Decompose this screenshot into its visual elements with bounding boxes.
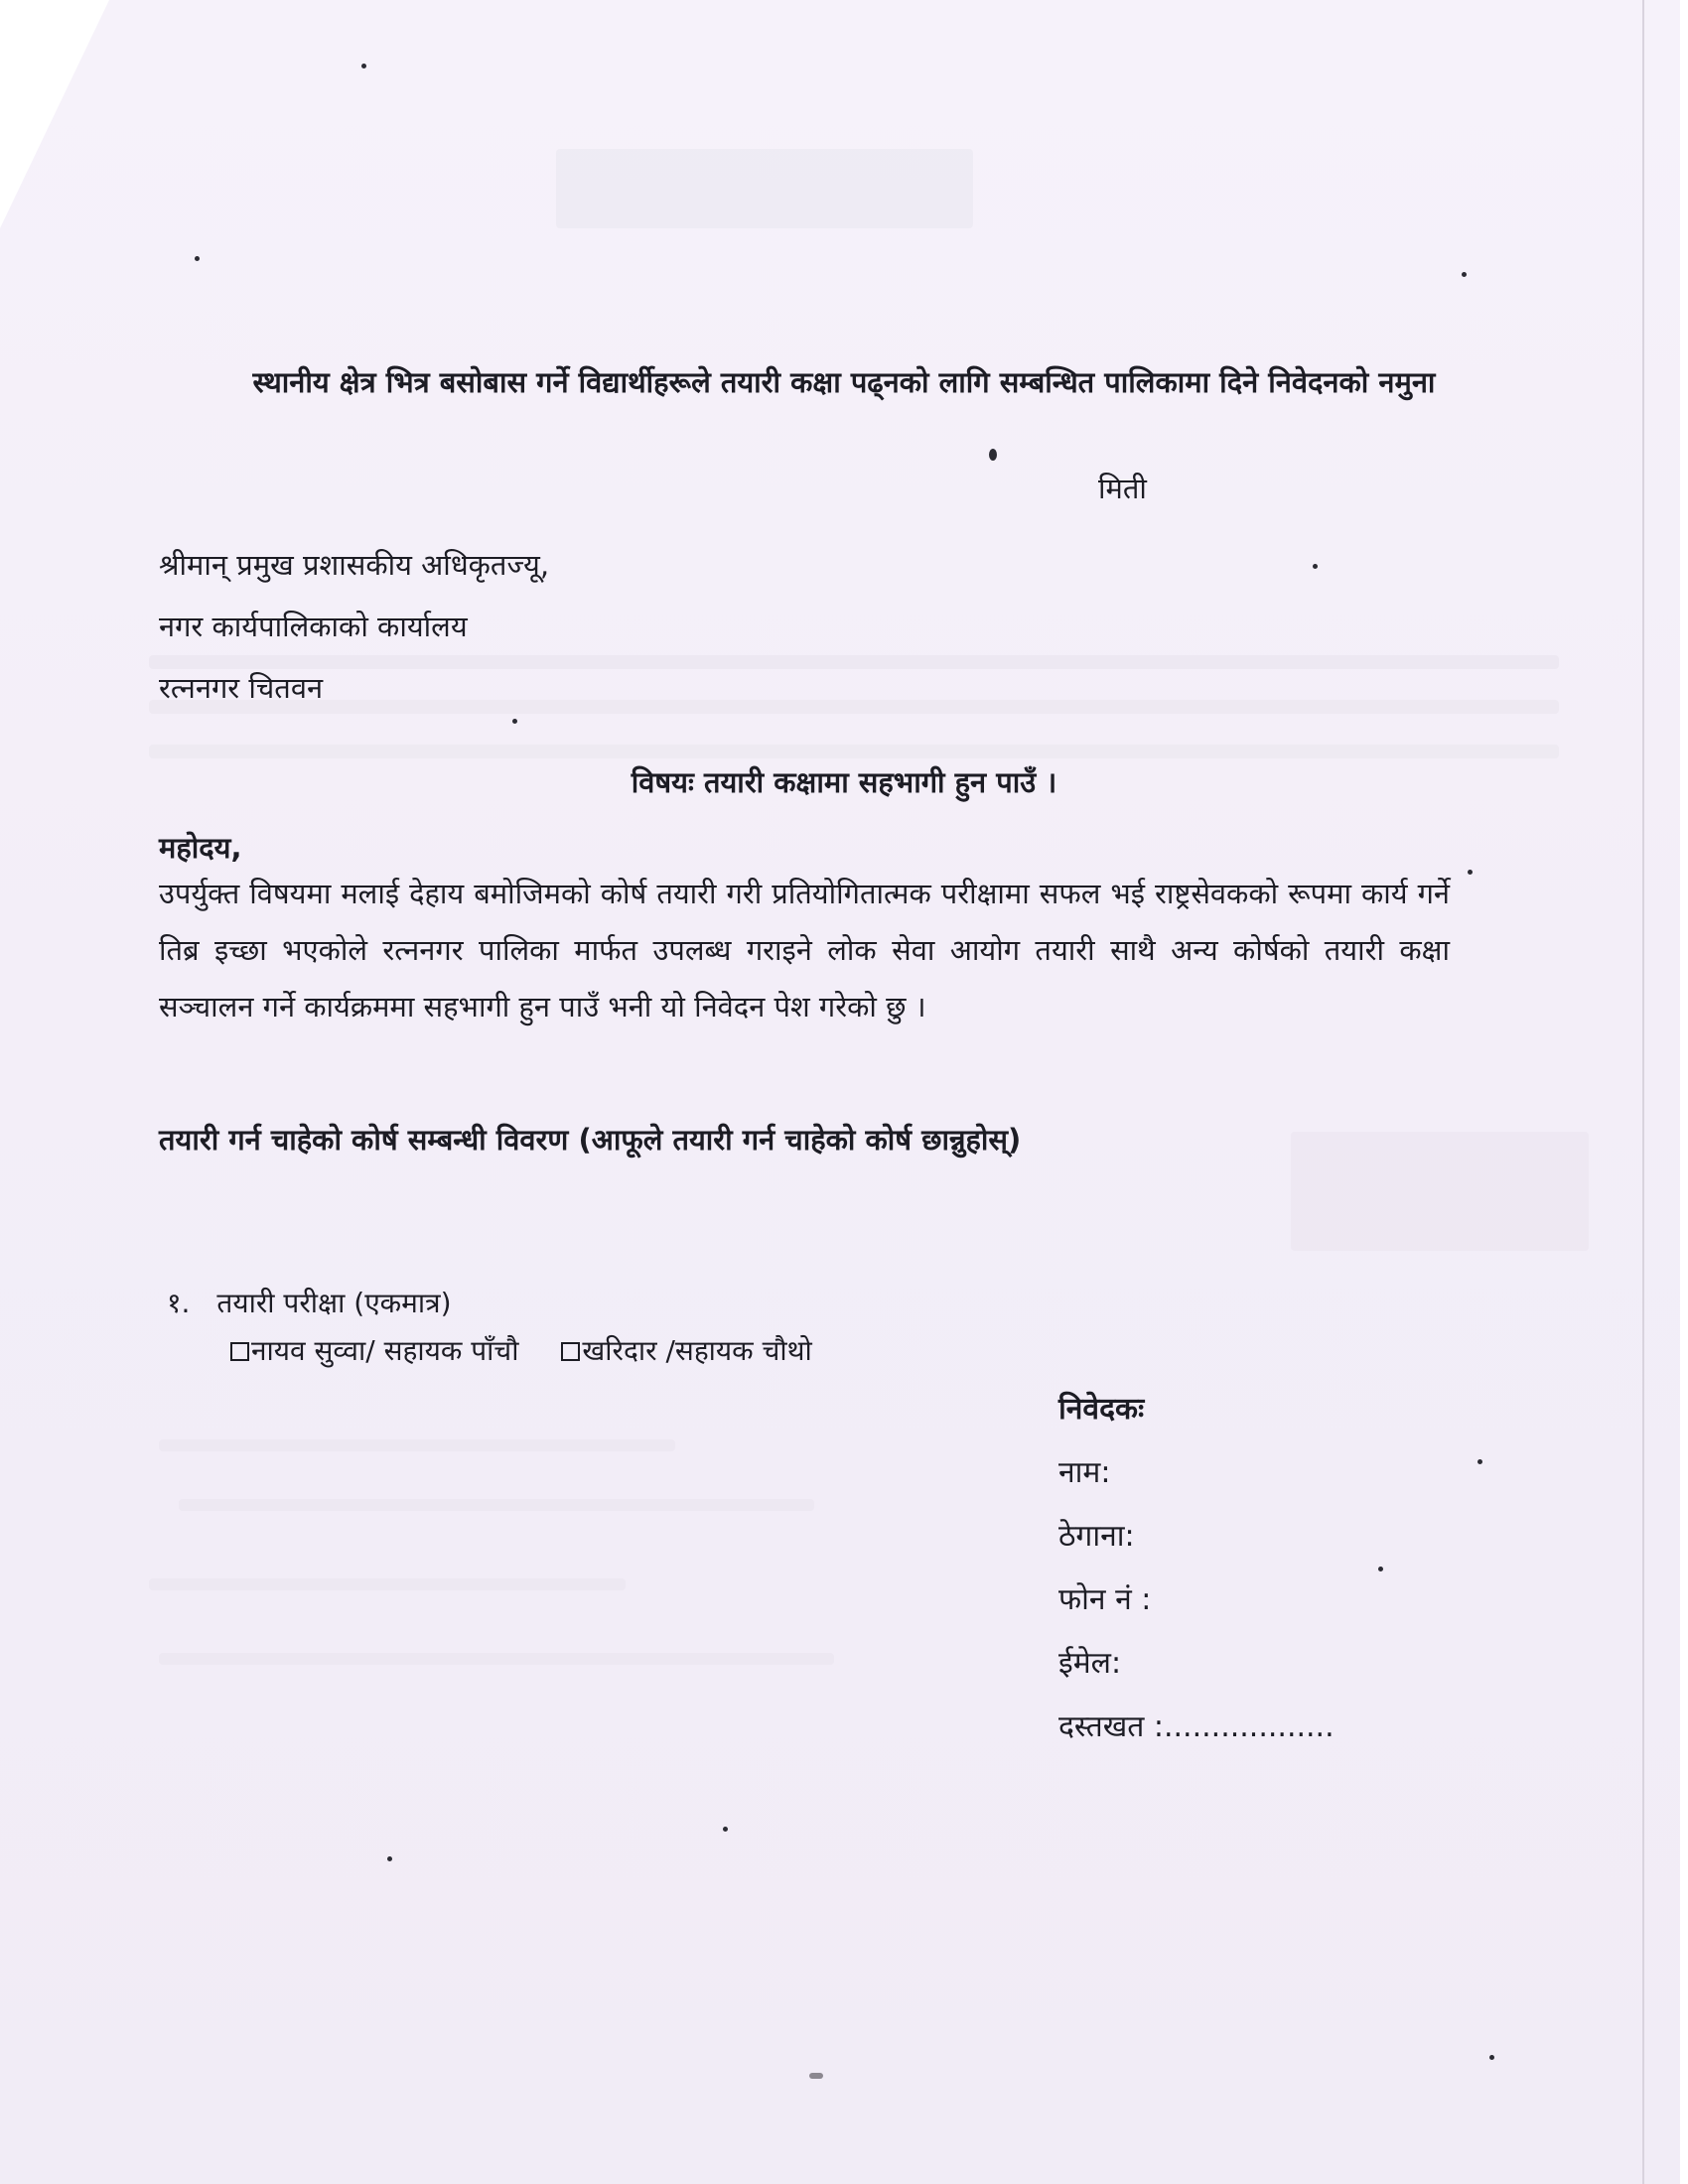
bleed-through-mark (149, 1578, 626, 1590)
addressee-line: श्रीमान् प्रमुख प्रशासकीय अधिकृतज्यू, (159, 548, 550, 582)
item-number: १. (167, 1287, 191, 1319)
bleed-through-mark (159, 1653, 834, 1665)
applicant-heading: निवेदकः (1058, 1392, 1145, 1427)
exam-options (230, 1333, 846, 1369)
dust-speck (361, 64, 366, 68)
salutation: महोदय, (159, 831, 242, 865)
bleed-through-mark (1291, 1132, 1589, 1251)
bleed-through-mark (159, 1439, 675, 1451)
applicant-block (1058, 1378, 1335, 1759)
bleed-through-mark (179, 1499, 814, 1511)
scan-edge (1680, 0, 1688, 2184)
dust-speck (809, 2073, 823, 2079)
course-section-heading: तयारी गर्न चाहेको कोर्ष सम्बन्धी विवरण (आफूले तयारी गर्न चाहेको कोर्ष छान्नुहोस्) (159, 1123, 1022, 1157)
option-label: नायव सुव्वा/ सहायक पाँचौ (251, 1334, 519, 1367)
option-nayab-subba[interactable] (230, 1333, 518, 1369)
bleed-through-mark (149, 745, 1559, 758)
applicant-address-field[interactable]: ठेगाना: (1058, 1519, 1135, 1554)
addressee-line: रत्ननगर चितवन (159, 671, 324, 705)
dust-speck (989, 449, 997, 461)
dust-speck (1489, 2055, 1494, 2060)
scan-edge-line (1642, 0, 1644, 2184)
dust-speck (387, 1856, 392, 1861)
applicant-name-field[interactable]: नाम: (1058, 1455, 1111, 1490)
exam-item (167, 1286, 452, 1321)
dust-speck (1313, 564, 1318, 569)
item-label: तयारी परीक्षा (एकमात्र) (216, 1287, 452, 1319)
dust-speck (512, 719, 517, 724)
checkbox-icon[interactable] (230, 1342, 249, 1361)
applicant-email-field[interactable]: ईमेल: (1058, 1646, 1122, 1681)
applicant-phone-field[interactable]: फोन नं : (1058, 1582, 1152, 1617)
dust-speck (1462, 272, 1467, 277)
dust-speck (1477, 1459, 1482, 1464)
dust-speck (1468, 870, 1473, 875)
dust-speck (195, 256, 200, 261)
dust-speck (723, 1827, 728, 1832)
option-label: खरिदार /सहायक चौथो (582, 1334, 812, 1367)
checkbox-icon[interactable] (561, 1342, 580, 1361)
dust-speck (1378, 1567, 1383, 1571)
document-title: स्थानीय क्षेत्र भित्र बसोबास गर्ने विद्यार्थीहरूले तयारी कक्षा पढ्नको लागि सम्बन्धित पालिकामा दिने निवेदनको नमुना (252, 365, 1436, 399)
addressee-block (159, 534, 549, 719)
body-paragraph: उपर्युक्त विषयमा मलाई देहाय बमोजिमको कोर्ष तयारी गरी प्रतियोगितात्मक परीक्षामा सफल भई राष्ट्रसेवकको रूपमा कार्य गर्ने तिब्र इच्छा भएकोले रत्ननगर पालिका मार्फत उपलब्ध गराइने लोक सेवा आयोग तयारी साथै अन्य कोर्षको तयारी कक्षा सञ्चालन गर्ने कार्यक्रममा सहभागी हुन पाउँ भनी यो निवेदन पेश गरेको छु । (159, 877, 1450, 1024)
bleed-through-mark (556, 149, 973, 228)
subject-line: विषयः तयारी कक्षामा सहभागी हुन पाउँ । (631, 765, 1057, 799)
date-label: मिती (1098, 472, 1147, 505)
applicant-signature-field[interactable]: दस्तखत :.................. (1058, 1709, 1335, 1744)
option-kharidar[interactable] (561, 1333, 811, 1369)
folded-corner (0, 0, 109, 228)
addressee-line: नगर कार्यपालिकाको कार्यालय (159, 610, 468, 643)
